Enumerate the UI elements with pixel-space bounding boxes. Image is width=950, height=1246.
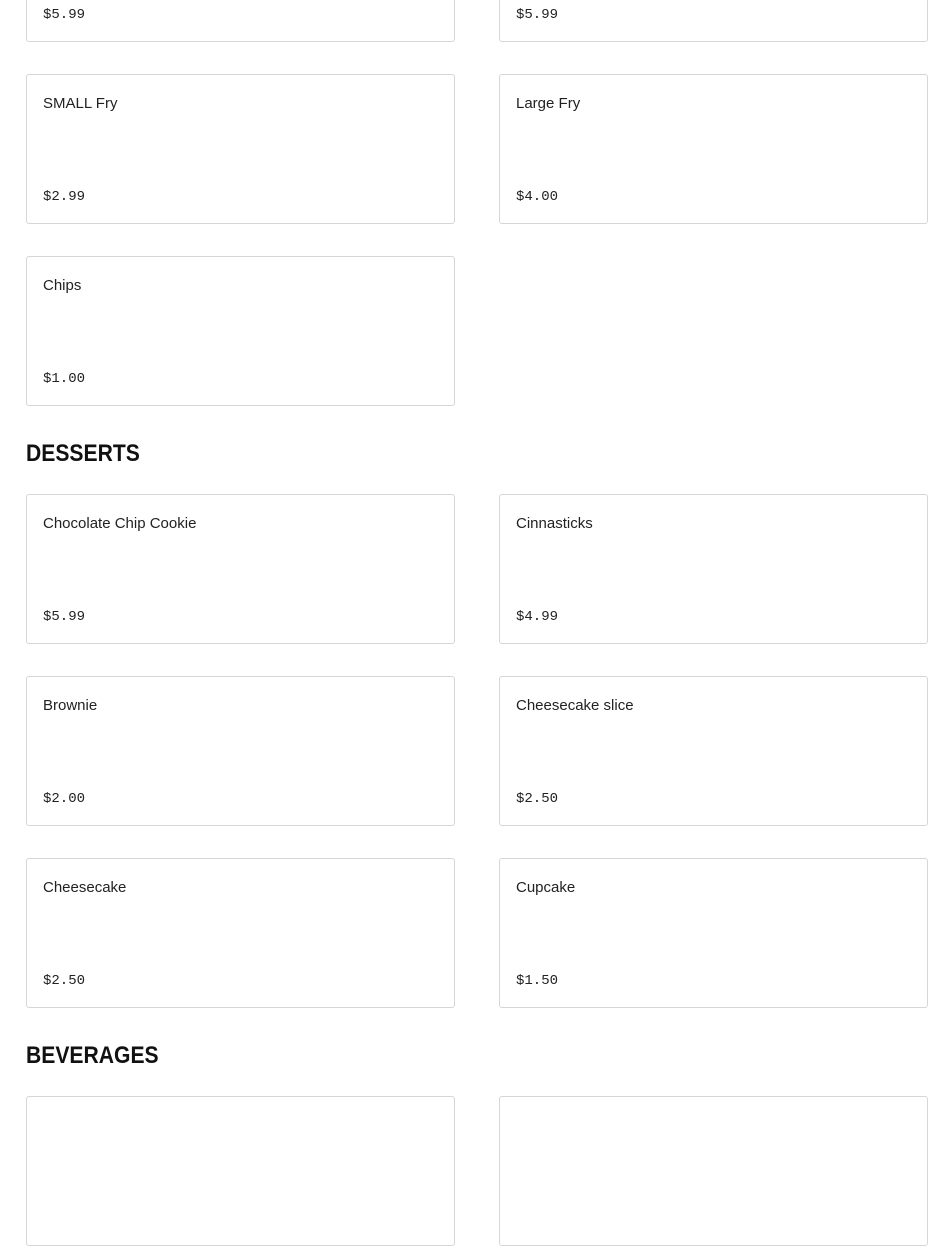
item-name: SMALL Fry (43, 95, 118, 112)
menu-item-card[interactable] (499, 0, 928, 42)
item-price: $5.99 (43, 609, 86, 625)
item-price: $2.00 (43, 791, 86, 807)
menu-item-card[interactable] (499, 1096, 928, 1246)
item-price: $4.00 (516, 189, 559, 205)
item-name: Chips (43, 277, 82, 294)
item-name: Cupcake (516, 879, 576, 896)
menu-item-card[interactable] (26, 858, 455, 1008)
menu-item-card[interactable] (26, 676, 455, 826)
menu-item-card[interactable] (499, 676, 928, 826)
menu-item-card[interactable] (499, 494, 928, 644)
item-name: Chocolate Chip Cookie (43, 515, 197, 532)
item-name: Brownie (43, 697, 98, 714)
section-title-beverages: BEVERAGES (26, 1042, 159, 1069)
menu-item-card[interactable] (26, 256, 455, 406)
item-price: $2.50 (516, 791, 559, 807)
item-price: $5.99 (516, 7, 559, 23)
menu-item-card[interactable] (26, 0, 455, 42)
item-price: $5.99 (43, 7, 86, 23)
item-price: $2.99 (43, 189, 86, 205)
item-price: $2.50 (43, 973, 86, 989)
menu-item-card[interactable] (499, 74, 928, 224)
item-name: Cheesecake slice (516, 697, 634, 714)
item-name: Cheesecake (43, 879, 127, 896)
item-name: Large Fry (516, 95, 581, 112)
item-price: $1.50 (516, 973, 559, 989)
menu-item-card[interactable] (26, 1096, 455, 1246)
item-price: $1.00 (43, 371, 86, 387)
menu-item-card[interactable] (499, 858, 928, 1008)
section-title-desserts: DESSERTS (26, 440, 140, 467)
item-name: Cinnasticks (516, 515, 593, 532)
menu-item-card[interactable] (26, 74, 455, 224)
item-price: $4.99 (516, 609, 559, 625)
menu-item-card[interactable] (26, 494, 455, 644)
